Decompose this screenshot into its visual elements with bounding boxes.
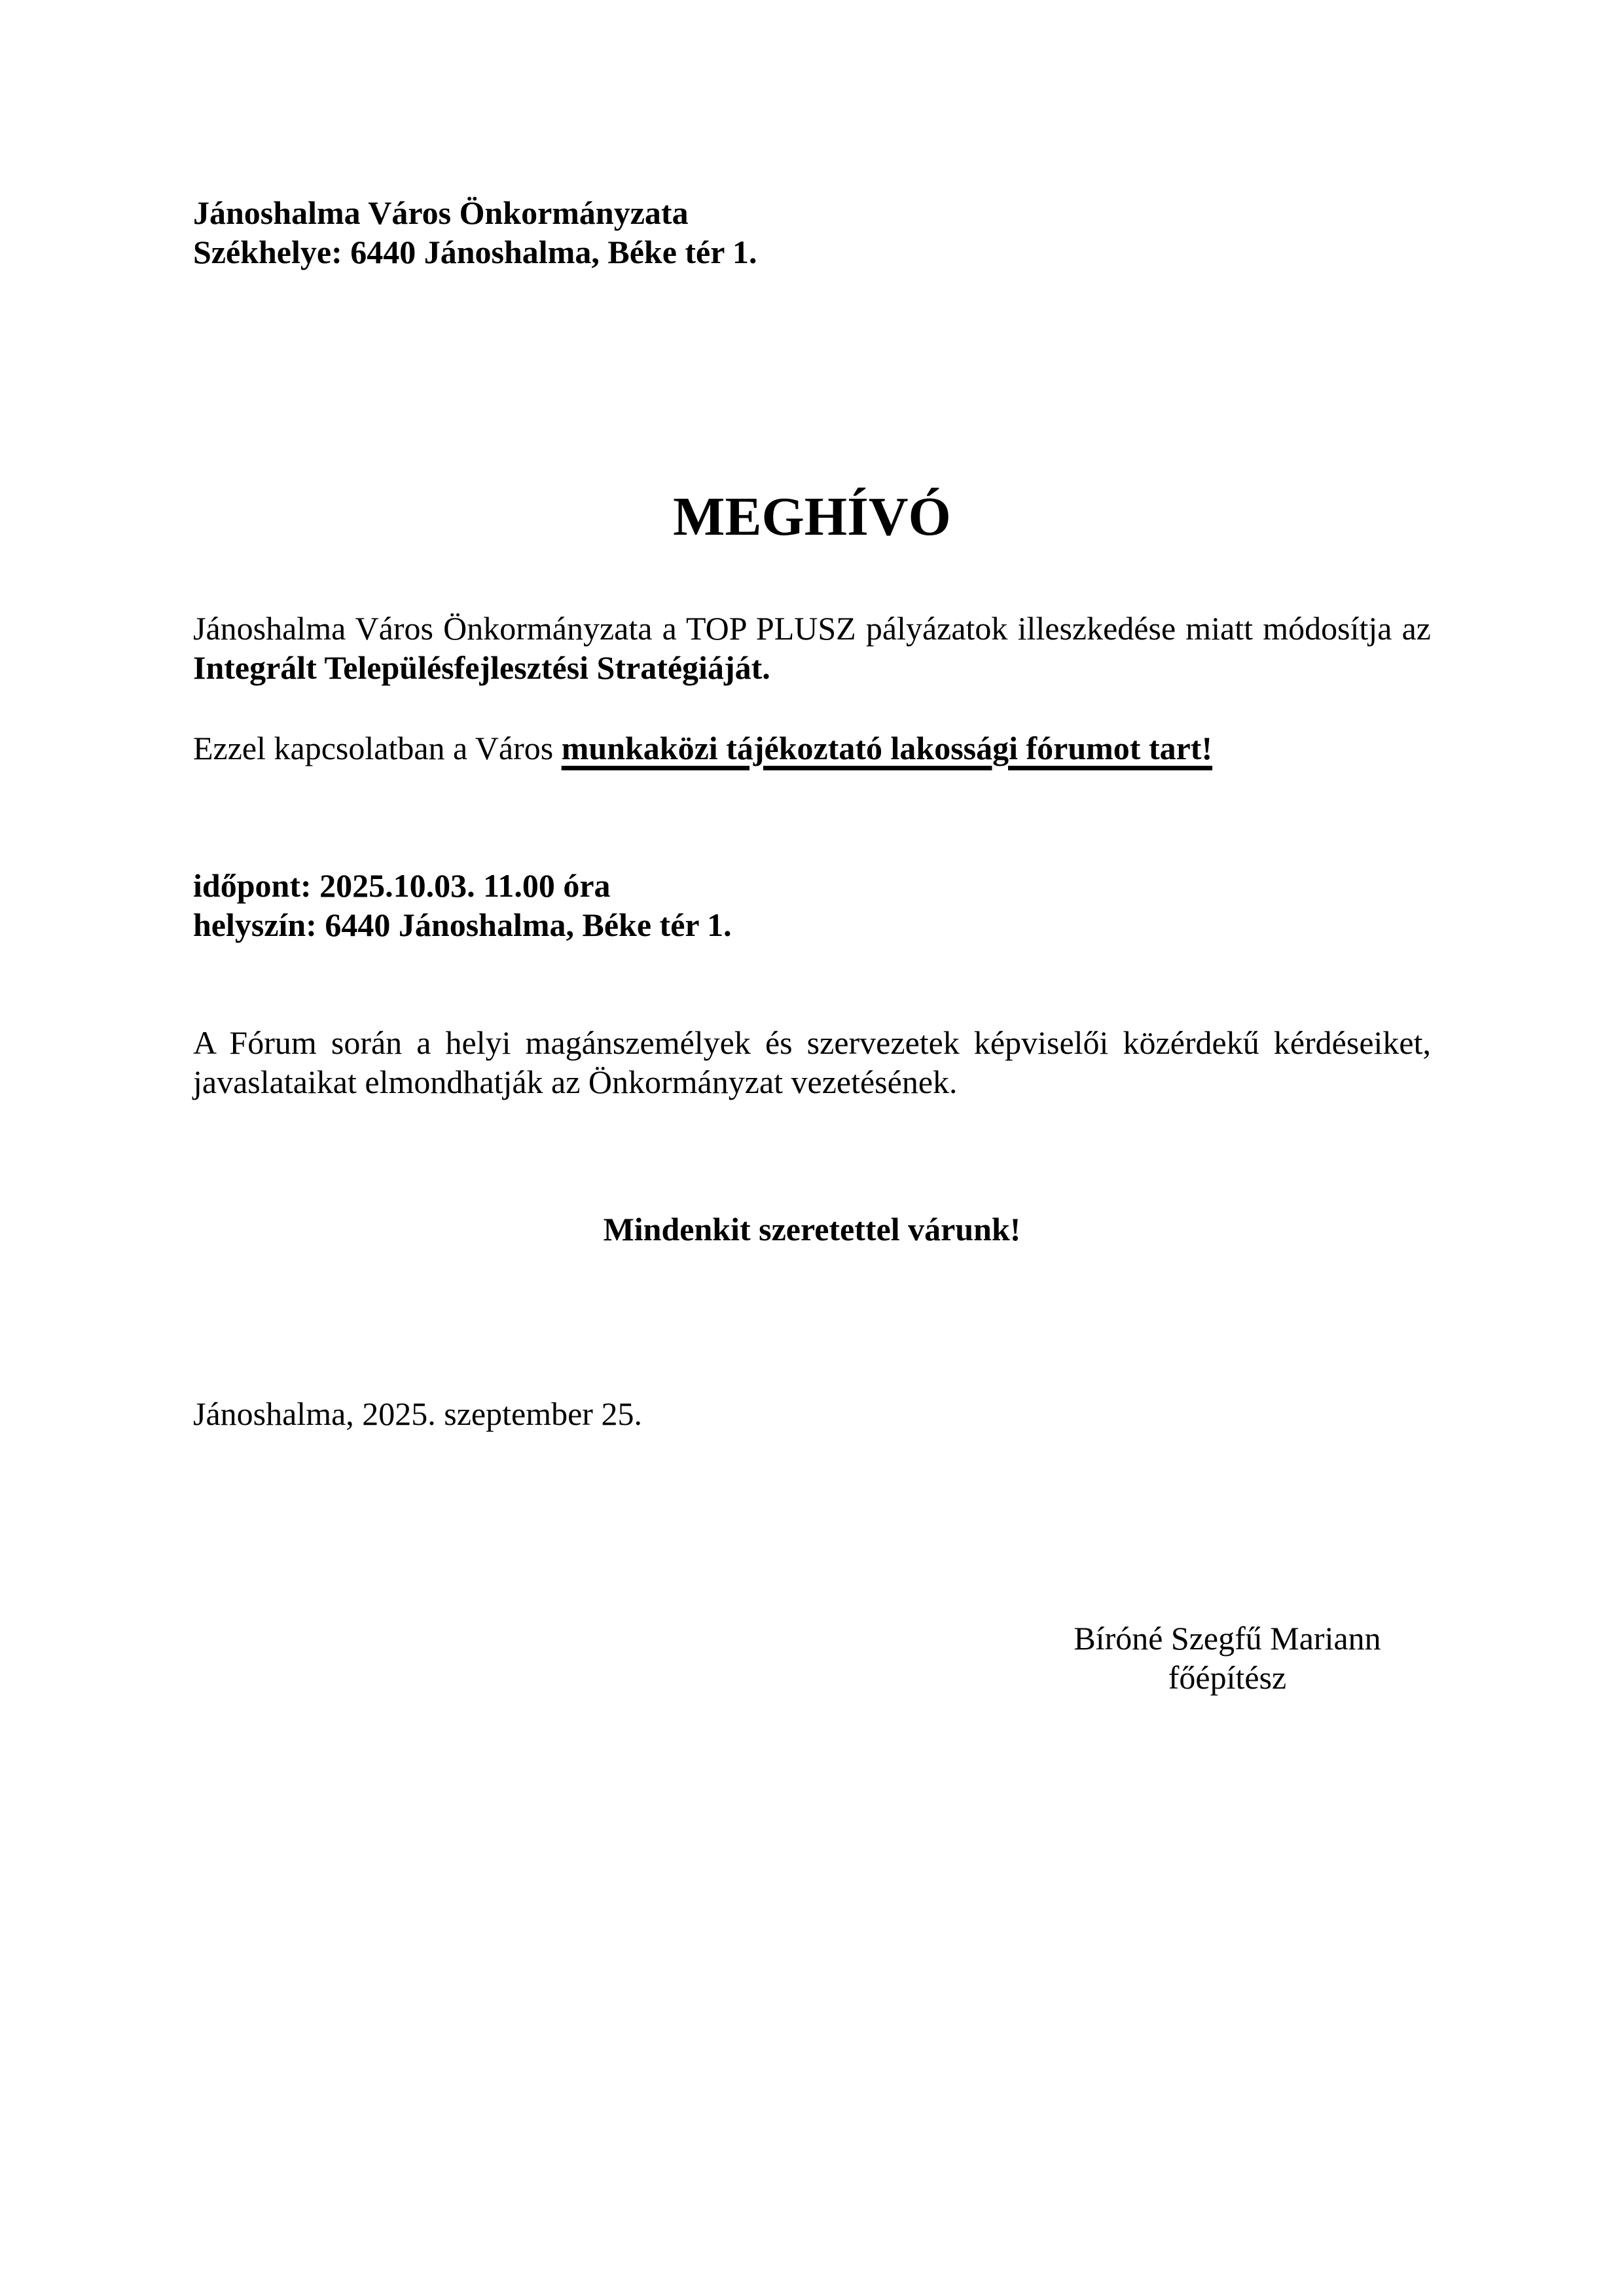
page-title: MEGHÍVÓ (673, 486, 951, 547)
org-address: Székhelye: 6440 Jánoshalma, Béke tér 1. (193, 234, 757, 270)
intro-paragraph (193, 609, 1431, 687)
forum-notice (193, 728, 1431, 768)
closing-line: Mindenkit szeretettel várunk! (603, 1211, 1021, 1247)
signature-title: főépítész (1168, 1659, 1287, 1696)
forum-info-line-2: javaslataikat elmondhatják az Önkormányzat vezetésének. (193, 1064, 958, 1100)
letterhead (193, 0, 1431, 272)
forum-info-line-1: A Fórum során a helyi magánszemélyek és szervezetek képviselői közérdekű kérdéseiket, (193, 1024, 1431, 1061)
intro-line-2: Integrált Településfejlesztési Stratégiáját. (193, 649, 770, 686)
signature-block (998, 1619, 1456, 1697)
intro-line-1: Jánoshalma Város Önkormányzata a TOP PLUSZ pályázatok illeszkedése miatt módosítja az (193, 610, 1431, 647)
event-time: időpont: 2025.10.03. 11.00 óra (193, 867, 611, 904)
event-details (193, 866, 1431, 944)
signature-name: Bíróné Szegfű Mariann (1074, 1620, 1381, 1657)
forum-info-paragraph (193, 1023, 1431, 1102)
org-name: Jánoshalma Város Önkormányzata (193, 194, 689, 231)
event-location: helyszín: 6440 Jánoshalma, Béke tér 1. (193, 906, 732, 943)
forum-notice-prefix: Ezzel kapcsolatban a Város (193, 730, 562, 766)
forum-notice-emphasis: munkaközi tájékoztató lakossági fórumot tart! (561, 730, 1213, 766)
dateline: Jánoshalma, 2025. szeptember 25. (193, 1395, 642, 1432)
